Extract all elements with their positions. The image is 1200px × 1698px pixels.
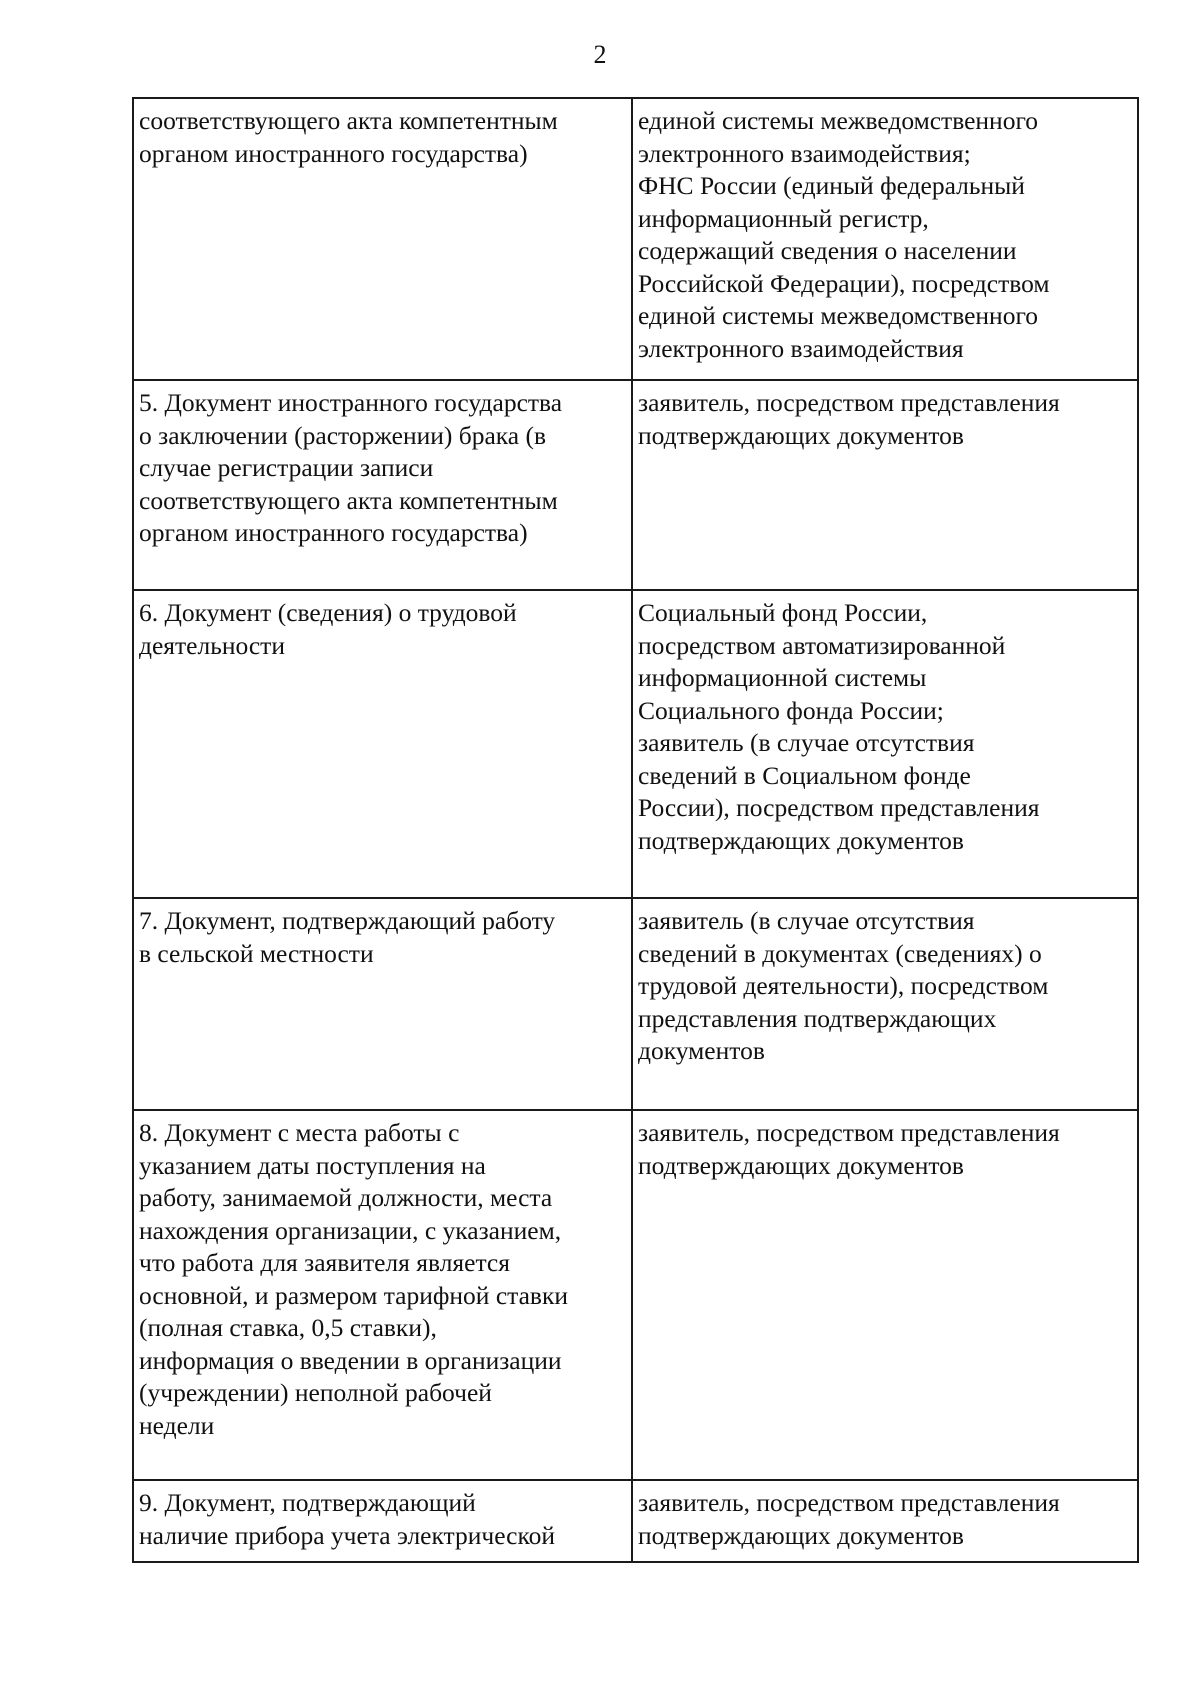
source-cell [632,380,1138,590]
cell-line: посредством автоматизированной [638,630,1006,660]
cell-line: указанием даты поступления на [139,1150,486,1180]
cell-line: содержащий сведения о населении [638,236,1017,265]
document-cell [133,898,632,1110]
cell-line: информационный регистр, [638,203,929,233]
table-row [133,98,1138,380]
cell-line: заявитель (в случае отсутствия [638,728,975,757]
source-cell [632,1480,1138,1562]
cell-line: соответствующего акта компетентным [139,485,558,515]
table-row [133,590,1138,898]
cell-line: основной, и размером тарифной ставки [139,1280,568,1310]
cell-line: заявитель (в случае отсутствия [638,906,975,935]
source-cell [632,98,1138,380]
document-cell [133,98,632,380]
cell-line: заявитель, посредством представления [638,1118,1060,1147]
cell-line: 7. Документ, подтверждающий работу [139,906,556,935]
cell-line: (полная ставка, 0,5 ставки), [139,1313,437,1342]
cell-line: Социального фонда России; [638,695,944,725]
cell-line: представления подтверждающих [638,1003,997,1033]
table-row [133,380,1138,590]
cell-line: электронного взаимодействия [638,333,964,363]
cell-line: соответствующего акта компетентным [139,106,558,135]
documents-table [132,97,1139,1563]
cell-line: (учреждении) неполной рабочей [139,1378,492,1407]
table-row [133,898,1138,1110]
cell-line: 8. Документ с места работы с [139,1118,460,1147]
cell-line: что работа для заявителя является [139,1248,510,1277]
cell-line: подтверждающих документов [638,420,964,450]
cell-line: 5. Документ иностранного государства [139,388,563,417]
source-cell [632,1110,1138,1480]
cell-line: заявитель, посредством представления [638,388,1060,417]
cell-line: деятельности [139,630,285,660]
document-cell [133,1110,632,1480]
document-cell [133,590,632,898]
cell-line: органом иностранного государства) [139,138,528,168]
source-cell [632,590,1138,898]
cell-line: 6. Документ (сведения) о трудовой [139,598,517,627]
cell-line: Социальный фонд России, [638,598,928,627]
cell-line: работу, занимаемой должности, места [139,1183,553,1212]
cell-line: Российской Федерации), посредством [638,268,1050,298]
cell-line: трудовой деятельности), посредством [638,971,1049,1000]
cell-line: недели [139,1410,215,1440]
cell-line: подтверждающих документов [638,1150,964,1180]
cell-line: органом иностранного государства) [139,518,528,547]
cell-line: документов [638,1036,765,1065]
cell-line: заявитель, посредством представления [638,1488,1060,1517]
cell-line: единой системы межведомственного [638,106,1039,135]
cell-line: электронного взаимодействия; [638,138,971,168]
cell-line: сведений в Социальном фонде [638,760,971,790]
document-cell [133,1480,632,1562]
cell-line: подтверждающих документов [638,1520,964,1550]
cell-line: нахождения организации, с указанием, [139,1215,562,1245]
cell-line: подтверждающих документов [638,825,964,855]
cell-line: единой системы межведомственного [638,301,1039,330]
cell-line: информационной системы [638,663,927,692]
table-row [133,1110,1138,1480]
cell-line: информация о введении в организации [139,1345,562,1375]
page-number: 2 [593,40,607,69]
cell-line: 9. Документ, подтверждающий [139,1488,476,1517]
document-cell [133,380,632,590]
source-cell [632,898,1138,1110]
cell-line: о заключении (расторжении) брака (в [139,420,547,450]
cell-line: сведений в документах (сведениях) о [638,938,1042,968]
cell-line: в сельской местности [139,938,374,968]
cell-line: случае регистрации записи [139,453,434,482]
cell-line: ФНС России (единый федеральный [638,171,1025,200]
table-row [133,1480,1138,1562]
cell-line: наличие прибора учета электрической [139,1520,555,1550]
cell-line: России), посредством представления [638,793,1040,822]
